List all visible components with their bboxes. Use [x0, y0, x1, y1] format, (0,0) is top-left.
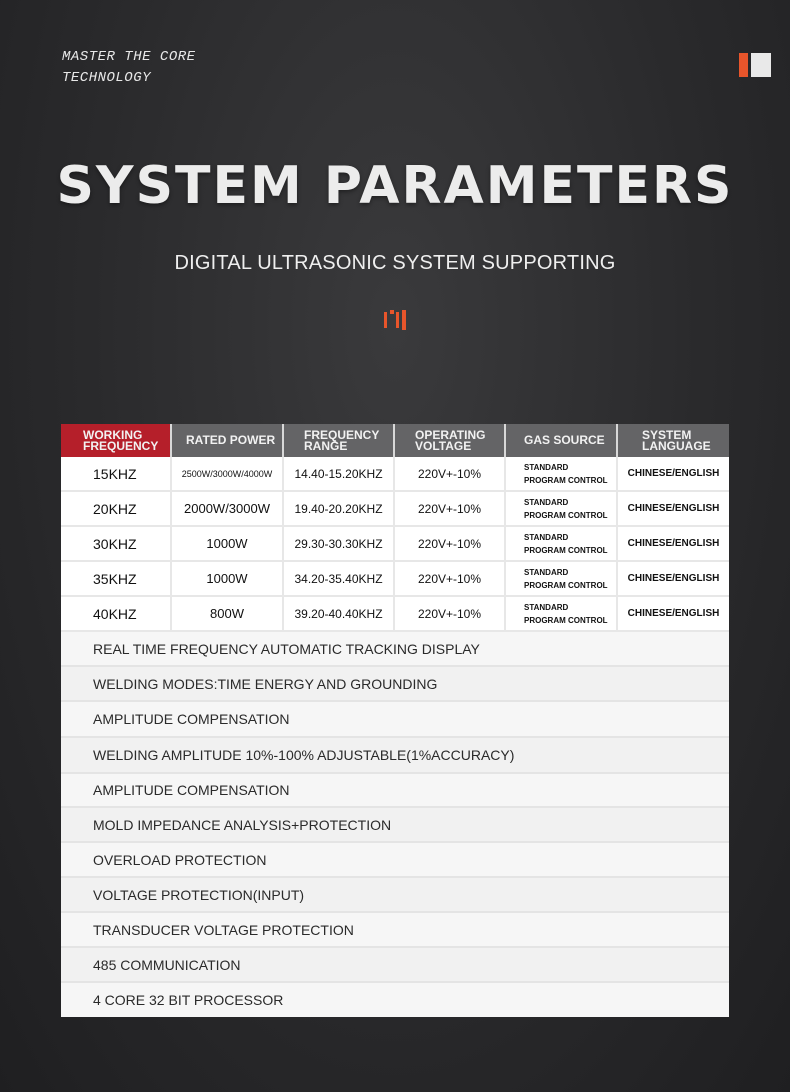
cell-frequency: 35KHZ	[61, 562, 172, 597]
cell-frequency: 20KHZ	[61, 492, 172, 527]
tagline-line-2: TECHNOLOGY	[62, 70, 152, 86]
gas-line-1: STANDARD	[524, 602, 569, 612]
header-label-line-1: OPERATING	[415, 427, 486, 442]
gas-line-2: PROGRAM CONTROL	[524, 510, 608, 520]
feature-item: OVERLOAD PROTECTION	[61, 843, 729, 878]
feature-item: REAL TIME FREQUENCY AUTOMATIC TRACKING DISPLAY	[61, 632, 729, 667]
table-row	[61, 527, 729, 562]
cell-language: CHINESE/ENGLISH	[618, 527, 729, 562]
corner-badge-orange-bar	[739, 53, 748, 77]
feature-item: AMPLITUDE COMPENSATION	[61, 702, 729, 738]
parameters-table	[61, 424, 729, 1017]
header-label-line-1: WORKING	[83, 427, 143, 442]
cell-range: 39.20-40.40KHZ	[284, 597, 395, 632]
table-row	[61, 492, 729, 527]
gas-line-2: PROGRAM CONTROL	[524, 545, 608, 555]
page-subtitle: DIGITAL ULTRASONIC SYSTEM SUPPORTING	[174, 252, 616, 274]
tagline	[62, 47, 196, 89]
cell-frequency: 15KHZ	[61, 457, 172, 492]
decorative-bars-icon	[384, 310, 408, 330]
cell-power: 1000W	[172, 562, 284, 597]
header-label-line-2: VOLTAGE	[415, 438, 472, 453]
table-header-cell	[618, 424, 729, 457]
table-header-cell	[61, 424, 172, 457]
feature-item: WELDING MODES:TIME ENERGY AND GROUNDING	[61, 667, 729, 702]
cell-gas-source	[506, 562, 618, 597]
feature-item: MOLD IMPEDANCE ANALYSIS+PROTECTION	[61, 808, 729, 843]
cell-voltage: 220V+-10%	[395, 492, 506, 527]
table-row	[61, 457, 729, 492]
gas-line-2: PROGRAM CONTROL	[524, 475, 608, 485]
gas-line-2: PROGRAM CONTROL	[524, 580, 608, 590]
feature-item: 485 COMMUNICATION	[61, 948, 729, 983]
table-header-cell	[395, 424, 506, 457]
header-label-line-1: SYSTEM	[642, 427, 692, 442]
cell-range: 29.30-30.30KHZ	[284, 527, 395, 562]
feature-list	[61, 632, 729, 1017]
tagline-line-1: MASTER THE CORE	[62, 49, 196, 65]
gas-line-1: STANDARD	[524, 462, 569, 472]
cell-range: 14.40-15.20KHZ	[284, 457, 395, 492]
cell-voltage: 220V+-10%	[395, 527, 506, 562]
gas-line-1: STANDARD	[524, 497, 569, 507]
table-header-cell	[172, 424, 284, 457]
feature-item: VOLTAGE PROTECTION(INPUT)	[61, 878, 729, 913]
feature-item: 4 CORE 32 BIT PROCESSOR	[61, 983, 729, 1017]
corner-badge-white-block	[751, 53, 771, 77]
cell-power: 1000W	[172, 527, 284, 562]
cell-language: CHINESE/ENGLISH	[618, 562, 729, 597]
table-header-cell	[506, 424, 618, 457]
table-row	[61, 562, 729, 597]
page-title: SYSTEM PARAMETERS	[56, 156, 734, 216]
gas-line-2: PROGRAM CONTROL	[524, 615, 608, 625]
cell-language: CHINESE/ENGLISH	[618, 492, 729, 527]
gas-line-1: STANDARD	[524, 567, 569, 577]
feature-item: WELDING AMPLITUDE 10%-100% ADJUSTABLE(1%ACCURACY)	[61, 738, 729, 774]
cell-frequency: 40KHZ	[61, 597, 172, 632]
cell-voltage: 220V+-10%	[395, 562, 506, 597]
feature-item: AMPLITUDE COMPENSATION	[61, 774, 729, 808]
header-label-line-1: GAS SOURCE	[524, 433, 605, 447]
cell-voltage: 220V+-10%	[395, 597, 506, 632]
cell-gas-source	[506, 492, 618, 527]
cell-power: 2500W/3000W/4000W	[172, 457, 284, 492]
table-data-rows	[61, 457, 729, 632]
header-label-line-2: LANGUAGE	[642, 438, 711, 453]
gas-line-1: STANDARD	[524, 532, 569, 542]
cell-power: 2000W/3000W	[172, 492, 284, 527]
table-header-row	[61, 424, 729, 457]
cell-gas-source	[506, 457, 618, 492]
table-header-cell	[284, 424, 395, 457]
cell-range: 19.40-20.20KHZ	[284, 492, 395, 527]
header-label-line-2: FREQUENCY	[83, 438, 159, 453]
cell-frequency: 30KHZ	[61, 527, 172, 562]
cell-language: CHINESE/ENGLISH	[618, 597, 729, 632]
corner-badge-icon	[739, 53, 771, 77]
header-label-line-1: FREQUENCY	[304, 427, 380, 442]
cell-voltage: 220V+-10%	[395, 457, 506, 492]
table-row	[61, 597, 729, 632]
header-label-line-1: RATED POWER	[186, 433, 276, 447]
feature-item: TRANSDUCER VOLTAGE PROTECTION	[61, 913, 729, 948]
cell-gas-source	[506, 597, 618, 632]
cell-range: 34.20-35.40KHZ	[284, 562, 395, 597]
cell-gas-source	[506, 527, 618, 562]
header-label-line-2: RANGE	[304, 438, 348, 453]
cell-language: CHINESE/ENGLISH	[618, 457, 729, 492]
cell-power: 800W	[172, 597, 284, 632]
